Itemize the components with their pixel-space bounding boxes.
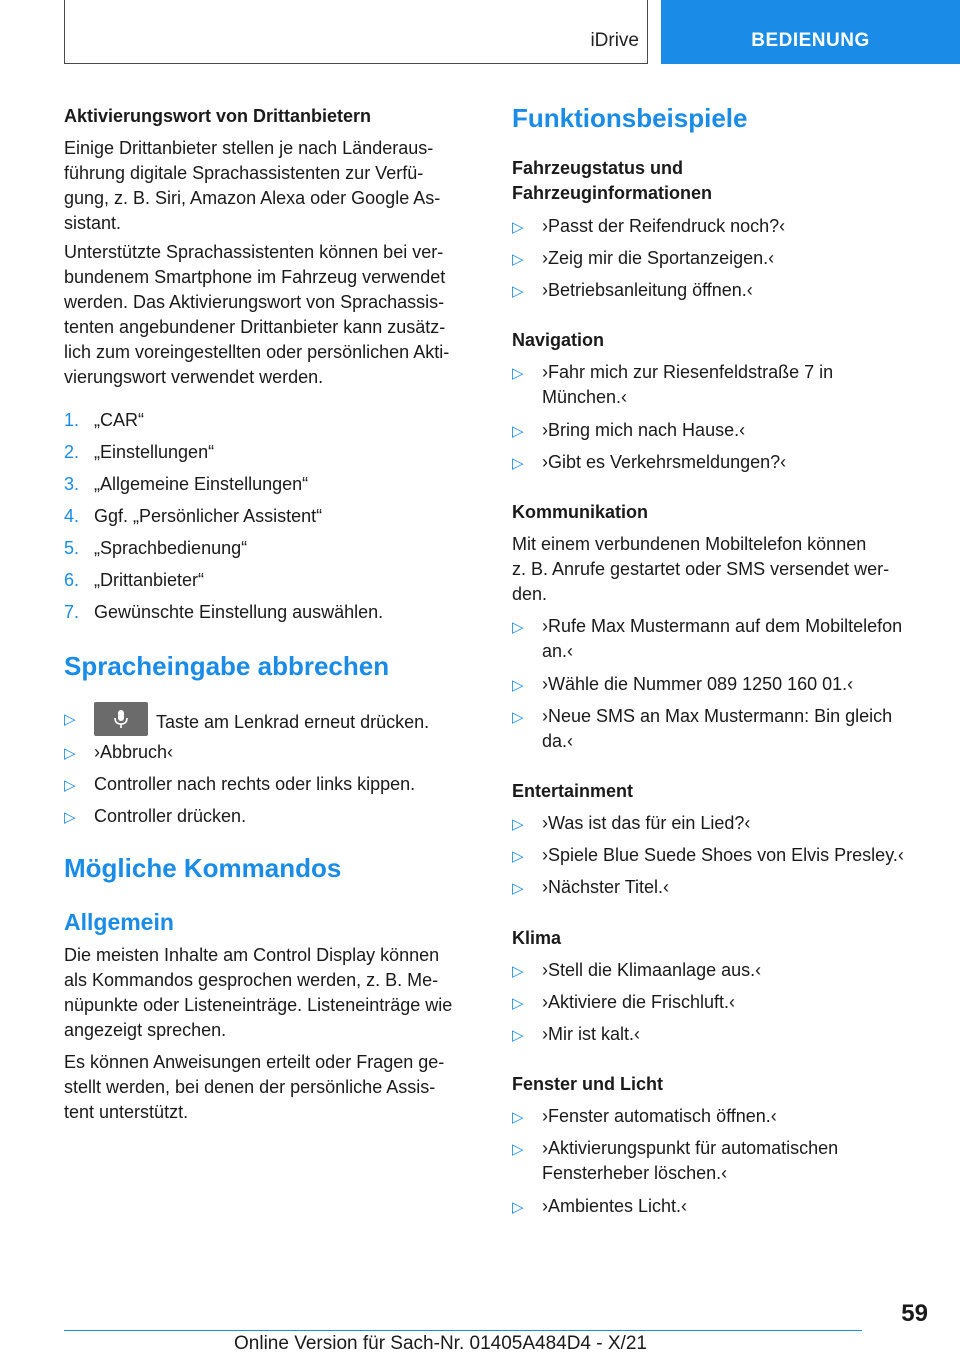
commands-paragraph-1 bbox=[64, 943, 482, 1043]
example-text: ›Zeig mir die Sportanzeigen.‹ bbox=[542, 248, 775, 268]
example-text: ›Ambientes Licht.‹ bbox=[542, 1196, 688, 1216]
example-text: ›Gibt es Verkehrsmeldungen?‹ bbox=[542, 452, 787, 472]
text-line: tenten angebundener Drittanbieter kann zusätz- bbox=[64, 317, 446, 337]
text-line: gung, z. B. Siri, Amazon Alexa oder Google As- bbox=[64, 188, 441, 208]
step-number: 5. bbox=[64, 538, 80, 558]
example-text: ›Spiele Blue Suede Shoes von Elvis Presley.‹ bbox=[542, 845, 904, 865]
bullet-triangle-icon: ▷ bbox=[512, 283, 524, 300]
text-line: Fensterheber löschen.‹ bbox=[542, 1163, 728, 1183]
cancel-bullet-text: ›Abbruch‹ bbox=[94, 742, 174, 762]
step-text: „Sprachbedienung“ bbox=[94, 538, 248, 558]
bullet-triangle-icon: ▷ bbox=[512, 1141, 524, 1158]
step-number: 7. bbox=[64, 602, 80, 622]
example-text: ›Fenster automatisch öffnen.‹ bbox=[542, 1106, 777, 1126]
example-text: ›Nächster Titel.‹ bbox=[542, 877, 670, 897]
text-line: tent unterstützt. bbox=[64, 1102, 189, 1122]
bullet-triangle-icon: ▷ bbox=[512, 709, 524, 726]
navigation-heading: Navigation bbox=[512, 330, 605, 350]
text-line: ›Aktivierungspunkt für automatischen bbox=[542, 1138, 839, 1158]
step-text: „Allgemeine Einstellungen“ bbox=[94, 474, 309, 494]
cancel-heading: Spracheingabe abbrechen bbox=[64, 651, 390, 681]
bullet-triangle-icon: ▷ bbox=[512, 995, 524, 1012]
bullet-triangle-icon: ▷ bbox=[512, 365, 524, 382]
example-text bbox=[542, 614, 928, 664]
activation-heading: Aktivierungswort von Drittanbietern bbox=[64, 106, 372, 126]
text-line: vierungswort verwendet werden. bbox=[64, 367, 324, 387]
example-text bbox=[542, 360, 928, 410]
text-line: werden. Das Aktivierungswort von Sprachassis- bbox=[64, 292, 445, 312]
bullet-triangle-icon: ▷ bbox=[64, 809, 76, 826]
step-number: 2. bbox=[64, 442, 80, 462]
windows-heading: Fenster und Licht bbox=[512, 1074, 664, 1094]
text-line: da.‹ bbox=[542, 731, 574, 751]
example-text: ›Wähle die Nummer 089 1250 160 01.‹ bbox=[542, 674, 854, 694]
text-line: lich zum voreingestellten oder persönlichen Akti- bbox=[64, 342, 450, 362]
bullet-triangle-icon: ▷ bbox=[64, 777, 76, 794]
step-text: Gewünschte Einstellung auswählen. bbox=[94, 602, 384, 622]
voice-button-image bbox=[94, 702, 148, 736]
text-line: ›Neue SMS an Max Mustermann: Bin gleich bbox=[542, 706, 893, 726]
text-line: sistant. bbox=[64, 213, 122, 233]
example-text: ›Passt der Reifendruck noch?‹ bbox=[542, 216, 786, 236]
step-text: „CAR“ bbox=[94, 410, 144, 430]
bullet-triangle-icon: ▷ bbox=[512, 677, 524, 694]
text-line: an.‹ bbox=[542, 641, 574, 661]
example-text: ›Betriebsanleitung öffnen.‹ bbox=[542, 280, 753, 300]
text-line: angezeigt sprechen. bbox=[64, 1020, 227, 1040]
heading-line: Fahrzeuginformationen bbox=[512, 183, 713, 203]
commands-heading: Mögliche Kommandos bbox=[64, 853, 342, 883]
bullet-triangle-icon: ▷ bbox=[512, 219, 524, 236]
text-line: München.‹ bbox=[542, 387, 628, 407]
bullet-triangle-icon: ▷ bbox=[512, 251, 524, 268]
communication-heading: Kommunikation bbox=[512, 502, 649, 522]
bullet-triangle-icon: ▷ bbox=[64, 711, 76, 728]
example-text bbox=[542, 704, 928, 754]
page-number: 59 bbox=[901, 1300, 928, 1327]
entertainment-heading: Entertainment bbox=[512, 781, 634, 801]
text-line: Die meisten Inhalte am Control Display können bbox=[64, 945, 440, 965]
bullet-triangle-icon: ▷ bbox=[512, 963, 524, 980]
text-line: Unterstützte Sprachassistenten können bei ver- bbox=[64, 242, 444, 262]
text-line: ›Rufe Max Mustermann auf dem Mobiltelefon bbox=[542, 616, 903, 636]
header-section-title: iDrive bbox=[590, 30, 639, 51]
text-line: als Kommandos gesprochen werden, z. B. Me- bbox=[64, 970, 439, 990]
bullet-triangle-icon: ▷ bbox=[512, 455, 524, 472]
cancel-bullet-text bbox=[94, 706, 482, 740]
cancel-bullet-text: Controller nach rechts oder links kippen. bbox=[94, 774, 416, 794]
example-text: ›Stell die Klimaanlage aus.‹ bbox=[542, 960, 762, 980]
step-text: Ggf. „Persönlicher Assistent“ bbox=[94, 506, 323, 526]
step-text: „Einstellungen“ bbox=[94, 442, 215, 462]
bullet-triangle-icon: ▷ bbox=[512, 848, 524, 865]
text-line: Mit einem verbundenen Mobiltelefon können bbox=[512, 534, 867, 554]
heading-line: Fahrzeugstatus und bbox=[512, 158, 684, 178]
commands-paragraph-2 bbox=[64, 1050, 482, 1125]
activation-paragraph-2 bbox=[64, 240, 482, 390]
bullet-triangle-icon: ▷ bbox=[64, 745, 76, 762]
cancel-bullet-text: Controller drücken. bbox=[94, 806, 247, 826]
commands-subheading: Allgemein bbox=[64, 909, 174, 935]
text-line: bundenem Smartphone im Fahrzeug verwendet bbox=[64, 267, 446, 287]
climate-heading: Klima bbox=[512, 928, 562, 948]
step-text: „Drittanbieter“ bbox=[94, 570, 205, 590]
step-number: 1. bbox=[64, 410, 80, 430]
cancel-bullet-label: Taste am Lenkrad erneut drücken. bbox=[156, 711, 430, 732]
text-line: den. bbox=[512, 584, 548, 604]
step-number: 4. bbox=[64, 506, 80, 526]
examples-heading: Funktionsbeispiele bbox=[512, 103, 748, 133]
example-text bbox=[542, 1136, 928, 1186]
bullet-triangle-icon: ▷ bbox=[512, 1199, 524, 1216]
example-text: ›Aktiviere die Frischluft.‹ bbox=[542, 992, 736, 1012]
text-line: stellt werden, bei denen der persönliche Assis- bbox=[64, 1077, 436, 1097]
bullet-triangle-icon: ▷ bbox=[512, 1109, 524, 1126]
header-chapter-tab bbox=[661, 0, 960, 64]
bullet-triangle-icon: ▷ bbox=[512, 1027, 524, 1044]
communication-paragraph bbox=[512, 532, 928, 607]
example-text: ›Bring mich nach Hause.‹ bbox=[542, 420, 746, 440]
activation-paragraph-1 bbox=[64, 136, 482, 236]
footer-divider bbox=[64, 1330, 862, 1331]
bullet-triangle-icon: ▷ bbox=[512, 423, 524, 440]
text-line: ›Fahr mich zur Riesenfeldstraße 7 in bbox=[542, 362, 834, 382]
text-line: z. B. Anrufe gestartet oder SMS versendet wer- bbox=[512, 559, 890, 579]
text-line: nüpunkte oder Listeneinträge. Listeneinträge wie bbox=[64, 995, 453, 1015]
text-line: führung digitale Sprachassistenten zur Verfü- bbox=[64, 163, 424, 183]
header-chapter-title: BEDIENUNG bbox=[751, 30, 870, 51]
status-heading bbox=[512, 156, 928, 206]
bullet-triangle-icon: ▷ bbox=[512, 619, 524, 636]
text-line: Es können Anweisungen erteilt oder Fragen ge- bbox=[64, 1052, 445, 1072]
bullet-triangle-icon: ▷ bbox=[512, 816, 524, 833]
footer-text: Online Version für Sach-Nr. 01405A484D4 - X/21 bbox=[234, 1333, 647, 1354]
example-text: ›Mir ist kalt.‹ bbox=[542, 1024, 640, 1044]
header-section-box bbox=[64, 0, 648, 64]
bullet-triangle-icon: ▷ bbox=[512, 880, 524, 897]
text-line: Einige Drittanbieter stellen je nach Länderaus- bbox=[64, 138, 434, 158]
step-number: 3. bbox=[64, 474, 80, 494]
microphone-icon bbox=[113, 709, 129, 729]
example-text: ›Was ist das für ein Lied?‹ bbox=[542, 813, 751, 833]
step-number: 6. bbox=[64, 570, 80, 590]
